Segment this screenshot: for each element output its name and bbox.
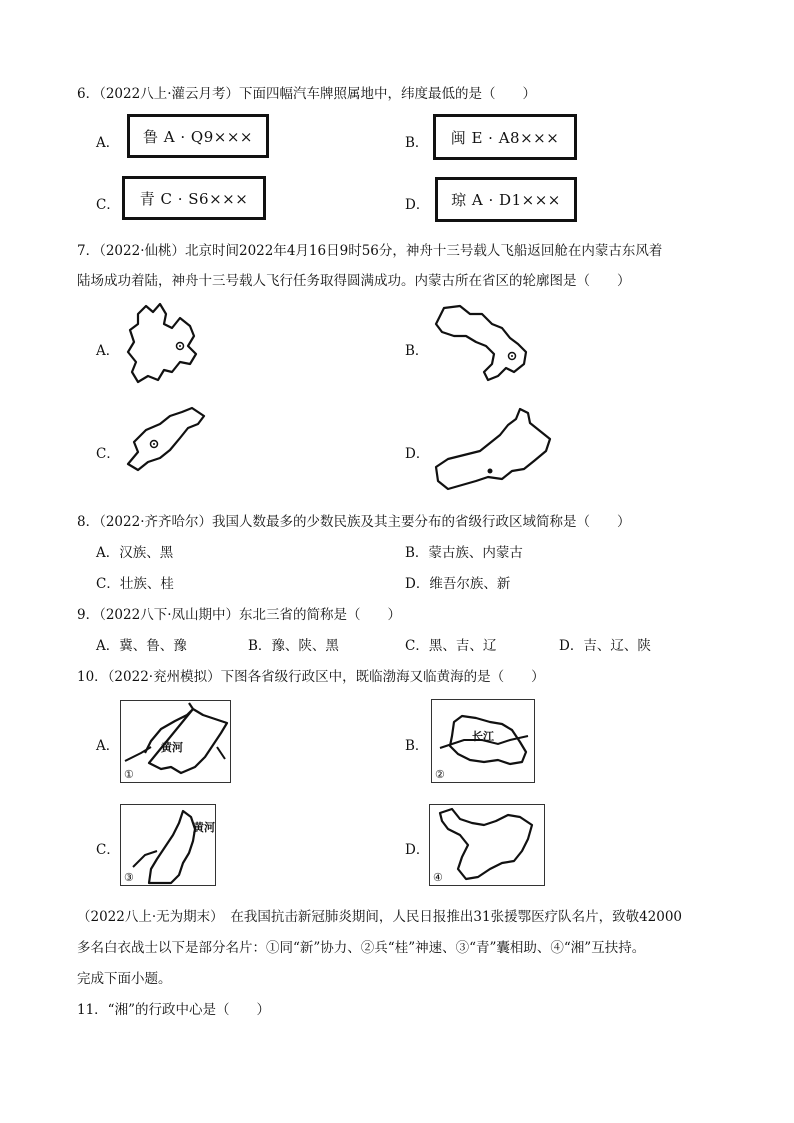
question-8-stem: 8．（2022·齐齐哈尔）我国人数最多的少数民族及其主要分布的省级行政区域简称是（ ） [77,514,631,530]
q6-plate-c [122,176,266,220]
q7-option-d-label: D． [405,446,430,462]
q7-map-d-inner-mongolia [428,405,558,497]
q10-map-d-number: ④ [433,871,443,884]
question-11-stem: 11．“湘”的行政中心是（ ） [77,1002,270,1018]
q10-map-c-river-label: 黄河 [193,821,215,834]
q10-map-c [120,804,216,886]
q10-map-a-river-label: 黄河 [161,741,183,754]
question-10-stem: 10．（2022·兖州模拟）下图各省级行政区中，既临渤海又临黄海的是（ ） [77,669,545,685]
q9-option-a: A．冀、鲁、豫 [96,638,187,654]
q8-option-d: D．维吾尔族、新 [405,576,511,592]
q9-option-d: D．吉、辽、陕 [559,638,651,654]
q7-map-b-gansu [430,302,540,384]
q9-option-c: C．黑、吉、辽 [405,638,497,654]
q8-option-b: B．蒙古族、内蒙古 [405,545,523,561]
question-9-stem: 9．（2022八下·凤山期中）东北三省的简称是（ ） [77,607,401,623]
q6-option-c-label: C． [96,197,120,213]
q10-map-d [429,804,545,886]
q9-option-b: B．豫、陕、黑 [248,638,339,654]
q6-option-a-label: A． [96,135,120,151]
q7-map-a-yunnan [120,300,210,390]
q6-plate-c-text: 青 C · S6××× [139,189,249,208]
q10-map-b [431,699,535,783]
q6-plate-a [127,114,269,158]
material-intro-line3: 完成下面小题。 [77,971,172,987]
question-7-stem-line2: 陆场成功着陆，神舟十三号载人飞行任务取得圆满成功。内蒙古所在省区的轮廓图是（ ） [77,273,631,289]
question-7-stem-line1: 7．（2022·仙桃）北京时间2022年4月16日9时56分，神舟十三号载人飞船返回舱在内蒙古东风着 [77,243,663,259]
q6-plate-d-text: 琼 A · D1××× [451,191,561,209]
material-intro-line1: （2022八上·无为期末） 在我国抗击新冠肺炎期间，人民日报推出31张援鄂医疗队名片，致敬42000 [77,909,683,925]
question-6-stem: 6．（2022八上·灌云月考）下面四幅汽车牌照属地中，纬度最低的是（ ） [77,86,536,102]
q10-option-d-label: D． [405,842,430,858]
q10-map-b-number: ② [435,768,445,781]
q10-map-c-number: ③ [124,871,134,884]
q6-plate-a-text: 鲁 A · Q9××× [143,127,253,146]
q7-option-c-label: C． [96,446,120,462]
q10-option-a-label: A． [96,738,120,754]
q7-option-b-label: B． [405,343,429,359]
q6-plate-b-text: 闽 E · A8××× [450,128,560,147]
q10-map-a-number: ① [124,768,134,781]
q6-plate-d [435,177,577,222]
q10-option-c-label: C． [96,842,120,858]
q7-option-a-label: A． [96,343,120,359]
q10-option-b-label: B． [405,738,429,754]
material-intro-line2: 多名白衣战士以下是部分名片：①同“新”协力、②兵“桂”神速、③“青”囊相助、④“湘”互扶持。 [77,940,646,956]
q8-option-c: C．壮族、桂 [96,576,174,592]
q7-map-c-shandong [120,404,210,476]
q6-option-b-label: B． [405,135,429,151]
q10-map-b-river-label: 长江 [472,730,494,743]
q8-option-a: A．汉族、黑 [96,545,174,561]
q6-plate-b [433,114,577,160]
q6-option-d-label: D． [405,197,430,213]
q10-map-a [120,700,231,783]
